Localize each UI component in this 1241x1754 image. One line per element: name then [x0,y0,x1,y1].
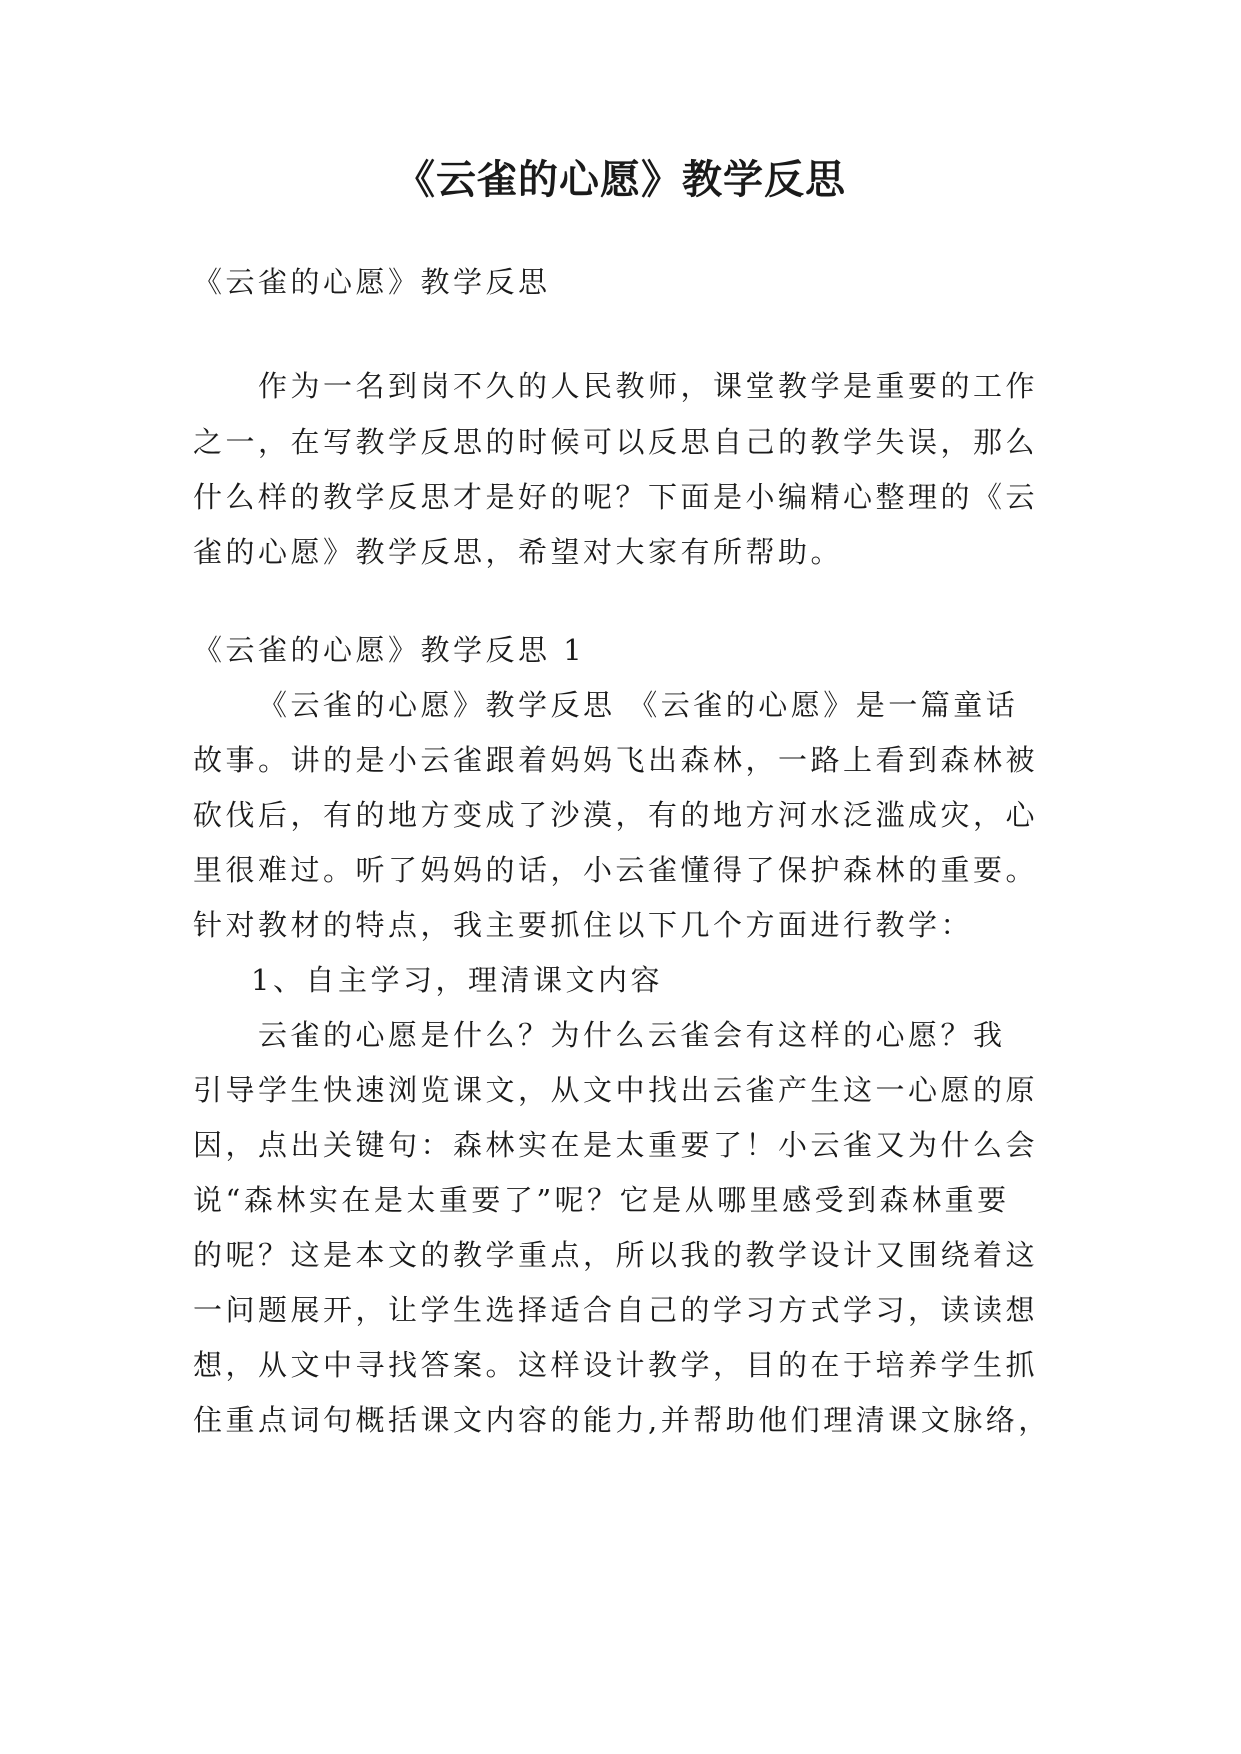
point-line: 因，点出关键句：森林实在是太重要了！小云雀又为什么会 [193,1128,1039,1162]
point-line: 住重点词句概括课文内容的能力,并帮助他们理清课文脉络， [193,1403,1051,1437]
point-line: 说“森林实在是太重要了”呢？它是从哪里感受到森林重要 [193,1183,1010,1217]
intro-line: 之一，在写教学反思的时候可以反思自己的教学失误，那么 [193,425,1039,459]
point-line: 云雀的心愿是什么？为什么云雀会有这样的心愿？我 [258,1018,1006,1052]
point-heading: 1、自主学习，理清课文内容 [251,963,663,997]
point-line: 一问题展开，让学生选择适合自己的学习方式学习，读读想 [193,1293,1039,1327]
section-line: 砍伐后，有的地方变成了沙漠，有的地方河水泛滥成灾，心 [193,798,1039,832]
section-heading: 《云雀的心愿》教学反思 1 [193,633,586,667]
section-line: 故事。讲的是小云雀跟着妈妈飞出森林，一路上看到森林被 [193,743,1039,777]
intro-line: 什么样的教学反思才是好的呢？下面是小编精心整理的《云 [193,480,1039,514]
intro-line: 作为一名到岗不久的人民教师，课堂教学是重要的工作 [258,369,1039,403]
section-line: 里很难过。听了妈妈的话，小云雀懂得了保护森林的重要。 [193,853,1039,887]
section-line: 《云雀的心愿》教学反思 《云雀的心愿》是一篇童话 [258,688,1019,722]
document-title: 《云雀的心愿》教学反思 [395,157,846,203]
section-line: 针对教材的特点，我主要抓住以下几个方面进行教学： [193,908,974,942]
document-subtitle: 《云雀的心愿》教学反思 [193,265,551,299]
point-line: 想，从文中寻找答案。这样设计教学，目的在于培养学生抓 [193,1348,1039,1382]
point-line: 的呢？这是本文的教学重点，所以我的教学设计又围绕着这 [193,1238,1039,1272]
point-line: 引导学生快速浏览课文，从文中找出云雀产生这一心愿的原 [193,1073,1039,1107]
intro-line: 雀的心愿》教学反思，希望对大家有所帮助。 [193,535,844,569]
